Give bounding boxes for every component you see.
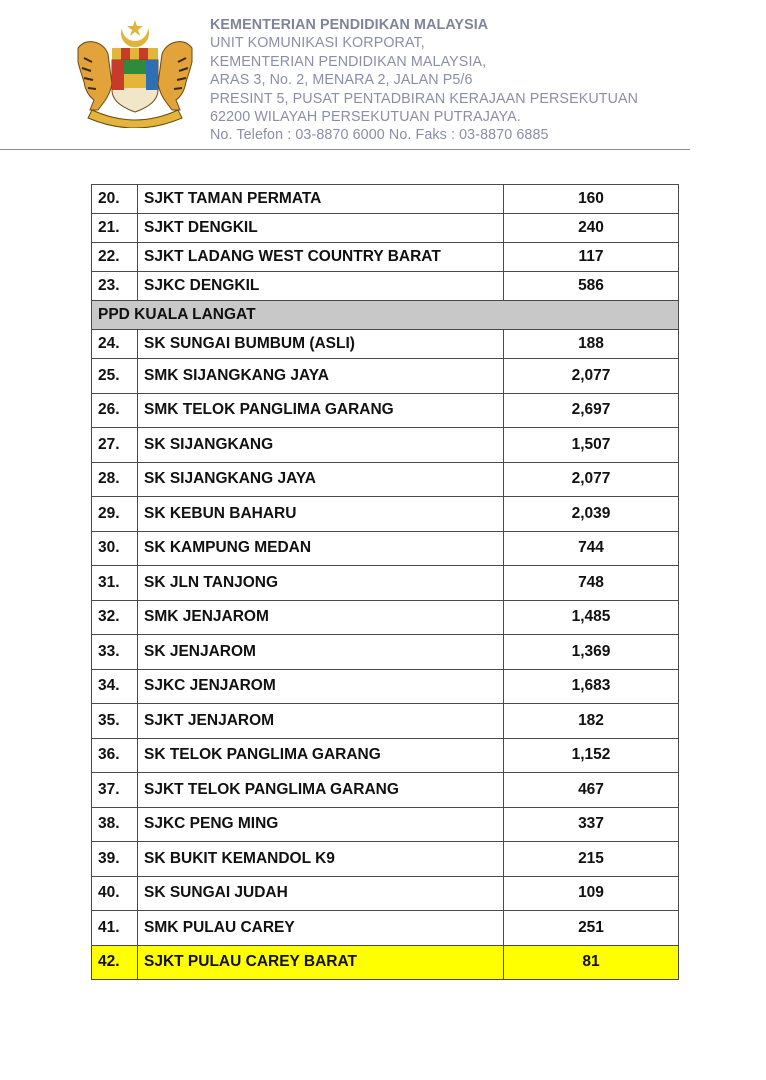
school-name: SMK JENJAROM [138,600,504,635]
address-line: KEMENTERIAN PENDIDIKAN MALAYSIA, [210,53,487,70]
contact-line: No. Telefon : 03-8870 6000 No. Faks : 03-8870 6885 [210,127,549,144]
school-name: SMK SIJANGKANG JAYA [138,359,504,394]
ministry-address-block [210,16,638,145]
table-row [92,330,679,359]
school-name: SK KEBUN BAHARU [138,497,504,532]
school-count: 215 [504,842,679,877]
school-count: 188 [504,330,679,359]
row-number: 28. [92,462,138,497]
letterhead [0,0,766,150]
row-number: 20. [92,185,138,214]
table-row [92,272,679,301]
school-count: 1,683 [504,669,679,704]
table-row [92,876,679,911]
school-count: 117 [504,243,679,272]
school-name: SJKT DENGKIL [138,214,504,243]
table-row [92,669,679,704]
school-name: SK SUNGAI BUMBUM (ASLI) [138,330,504,359]
table-row [92,185,679,214]
row-number: 27. [92,428,138,463]
table-row [92,704,679,739]
school-count: 744 [504,531,679,566]
school-name: SJKT PULAU CAREY BARAT [138,945,504,980]
school-name: SK TELOK PANGLIMA GARANG [138,738,504,773]
table-row [92,807,679,842]
row-number: 22. [92,243,138,272]
school-name: SJKT JENJAROM [138,704,504,739]
school-count: 1,369 [504,635,679,670]
row-number: 36. [92,738,138,773]
school-table [91,184,679,980]
school-count: 2,077 [504,462,679,497]
row-number: 23. [92,272,138,301]
school-name: SK BUKIT KEMANDOL K9 [138,842,504,877]
table-row [92,359,679,394]
table-row [92,842,679,877]
school-count: 748 [504,566,679,601]
school-count: 240 [504,214,679,243]
row-number: 33. [92,635,138,670]
address-line: PRESINT 5, PUSAT PENTADBIRAN KERAJAAN PERSEKUTUAN [210,90,639,107]
school-count: 2,697 [504,393,679,428]
ministry-name: KEMENTERIAN PENDIDIKAN MALAYSIA [210,17,489,33]
school-name: SK JLN TANJONG [138,566,504,601]
row-number: 21. [92,214,138,243]
school-name: SJKT LADANG WEST COUNTRY BARAT [138,243,504,272]
district-name: PPD KUALA LANGAT [92,301,679,330]
school-name: SMK PULAU CAREY [138,911,504,946]
unit-name: UNIT KOMUNIKASI KORPORAT, [210,35,425,52]
school-count: 160 [504,185,679,214]
school-count: 251 [504,911,679,946]
table-row [92,462,679,497]
school-count: 81 [504,945,679,980]
table-row [92,497,679,532]
row-number: 29. [92,497,138,532]
row-number: 34. [92,669,138,704]
row-number: 31. [92,566,138,601]
school-count: 1,485 [504,600,679,635]
table-row [92,773,679,808]
table-row [92,243,679,272]
school-count: 1,152 [504,738,679,773]
school-name: SJKT TELOK PANGLIMA GARANG [138,773,504,808]
row-number: 30. [92,531,138,566]
school-name: SK SIJANGKANG [138,428,504,463]
table-row [92,635,679,670]
row-number: 42. [92,945,138,980]
row-number: 38. [92,807,138,842]
highlighted-table-row [92,945,679,980]
school-count: 337 [504,807,679,842]
row-number: 32. [92,600,138,635]
school-name: SJKC DENGKIL [138,272,504,301]
row-number: 39. [92,842,138,877]
header-divider [0,149,690,150]
row-number: 24. [92,330,138,359]
table-row [92,600,679,635]
row-number: 35. [92,704,138,739]
school-name: SMK TELOK PANGLIMA GARANG [138,393,504,428]
row-number: 37. [92,773,138,808]
school-count: 1,507 [504,428,679,463]
table-row [92,911,679,946]
school-name: SK SIJANGKANG JAYA [138,462,504,497]
table-row [92,738,679,773]
school-name: SJKT TAMAN PERMATA [138,185,504,214]
school-count: 467 [504,773,679,808]
address-line: ARAS 3, No. 2, MENARA 2, JALAN P5/6 [210,72,473,89]
malaysia-coat-of-arms-logo [70,18,200,128]
table-row [92,531,679,566]
table-row [92,214,679,243]
section-header-row [92,301,679,330]
table-row [92,393,679,428]
row-number: 41. [92,911,138,946]
row-number: 26. [92,393,138,428]
row-number: 40. [92,876,138,911]
row-number: 25. [92,359,138,394]
school-name: SJKC JENJAROM [138,669,504,704]
school-name: SK SUNGAI JUDAH [138,876,504,911]
school-count: 586 [504,272,679,301]
school-count: 109 [504,876,679,911]
school-count: 2,077 [504,359,679,394]
table-row [92,428,679,463]
school-name: SK KAMPUNG MEDAN [138,531,504,566]
school-name: SK JENJAROM [138,635,504,670]
address-line: 62200 WILAYAH PERSEKUTUAN PUTRAJAYA. [210,109,521,126]
school-name: SJKC PENG MING [138,807,504,842]
school-count: 182 [504,704,679,739]
table-row [92,566,679,601]
school-count: 2,039 [504,497,679,532]
